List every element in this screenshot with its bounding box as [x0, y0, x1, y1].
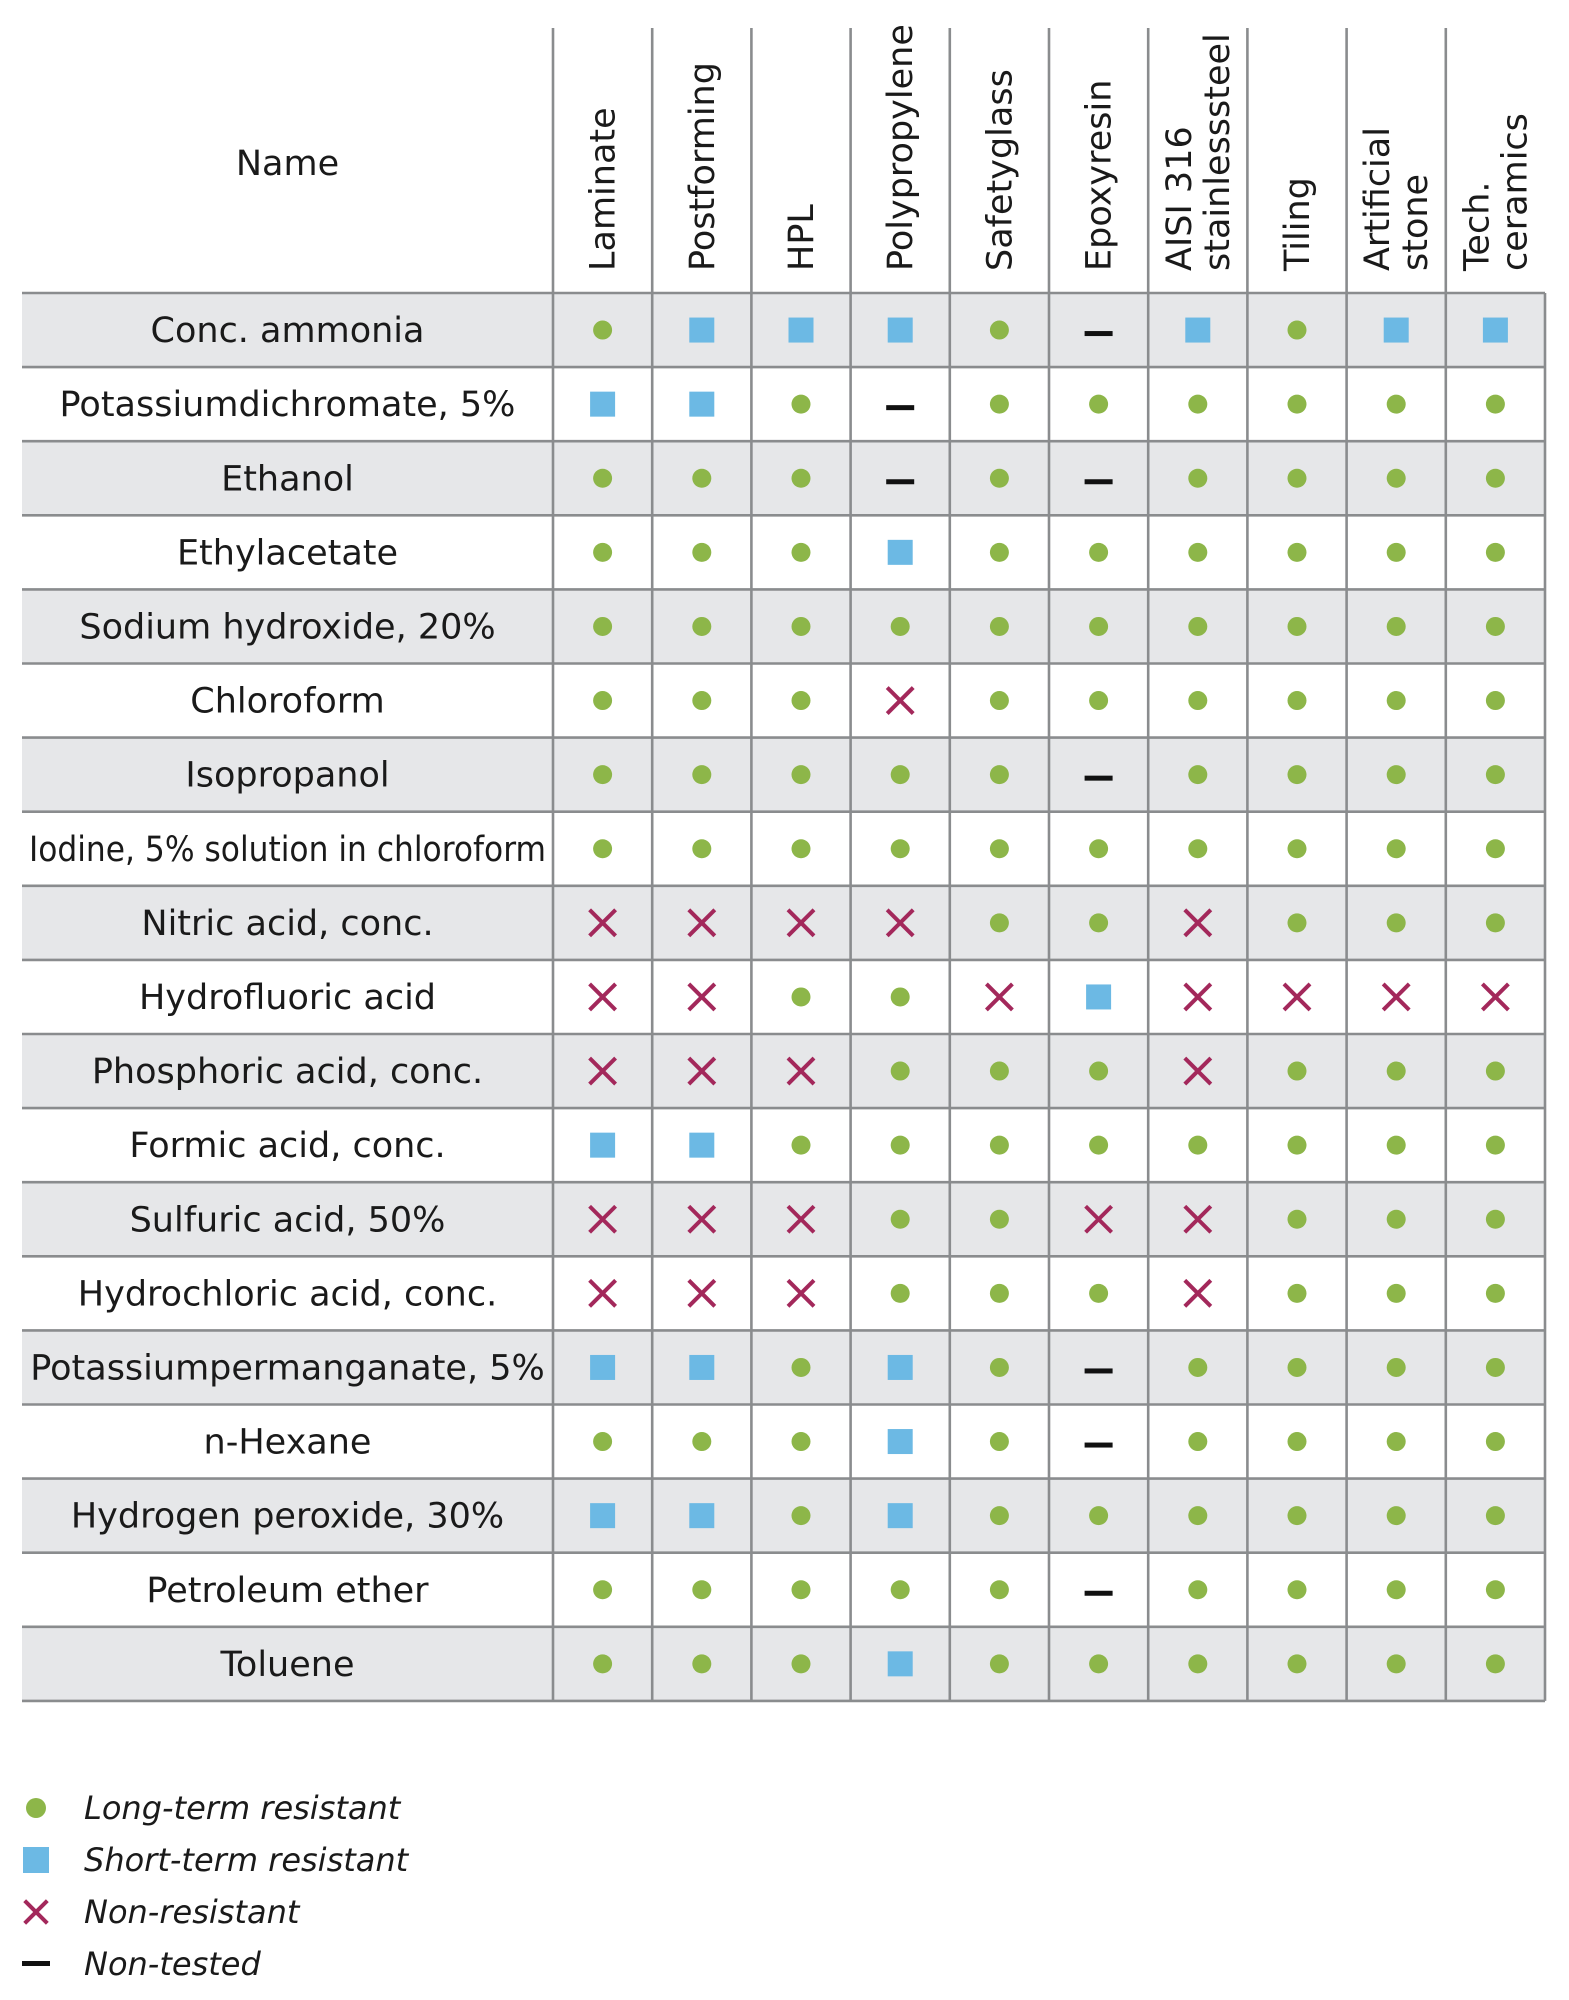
- long-term-mark: [1486, 469, 1505, 488]
- non-resistant-mark: [689, 1280, 715, 1306]
- long-term-mark: [1387, 1136, 1406, 1155]
- long-term-mark: [1288, 617, 1307, 636]
- long-term-mark: [1188, 691, 1207, 710]
- long-term-mark: [692, 1654, 711, 1673]
- long-term-mark: [1288, 1654, 1307, 1673]
- long-term-mark: [692, 839, 711, 858]
- long-term-mark: [1387, 1210, 1406, 1229]
- column-header-label: Tech.: [1457, 181, 1498, 271]
- column-header-label: Artificial: [1358, 127, 1399, 271]
- short-term-mark: [789, 318, 814, 343]
- long-term-mark: [1486, 395, 1505, 414]
- long-term-mark: [1188, 1432, 1207, 1451]
- row-name: Hydrogen peroxide, 30%: [70, 1496, 505, 1537]
- non-tested-mark: [886, 479, 914, 484]
- column-header-label: AISI 316: [1159, 126, 1200, 271]
- long-term-mark: [990, 1358, 1009, 1377]
- column-header-label: Laminate: [583, 107, 624, 271]
- long-term-mark: [593, 543, 612, 562]
- long-term-mark: [1387, 913, 1406, 932]
- non-tested-mark: [1085, 1443, 1113, 1448]
- row-name: Potassiumpermanganate, 5%: [30, 1348, 545, 1389]
- long-term-mark: [1288, 913, 1307, 932]
- long-term-mark: [792, 1654, 811, 1673]
- long-term-mark: [1387, 1358, 1406, 1377]
- long-term-mark: [1288, 691, 1307, 710]
- non-tested-mark: [1085, 1368, 1113, 1373]
- column-header-label: Safetyglass: [980, 69, 1021, 271]
- long-term-mark: [593, 1654, 612, 1673]
- short-term-mark: [888, 1503, 913, 1528]
- long-term-mark: [792, 1358, 811, 1377]
- long-term-mark: [1089, 395, 1108, 414]
- long-term-mark: [1486, 1432, 1505, 1451]
- long-term-mark: [1089, 1136, 1108, 1155]
- long-term-mark: [1486, 913, 1505, 932]
- non-tested-mark: [1085, 479, 1113, 484]
- row-name: Nitric acid, conc.: [141, 903, 434, 944]
- long-term-mark: [990, 1284, 1009, 1303]
- long-term-mark: [1288, 1284, 1307, 1303]
- long-term-mark: [1486, 1062, 1505, 1081]
- long-term-mark: [1288, 839, 1307, 858]
- non-tested-mark: [1085, 1591, 1113, 1596]
- long-term-mark: [792, 1136, 811, 1155]
- long-term-mark: [1387, 1062, 1406, 1081]
- non-resistant-mark: [788, 1280, 814, 1306]
- long-term-mark: [891, 1284, 910, 1303]
- short-term-mark: [689, 1133, 714, 1158]
- short-term-mark: [888, 1355, 913, 1380]
- long-term-mark: [1188, 1580, 1207, 1599]
- long-term-mark: [692, 691, 711, 710]
- non-resistant-mark: [689, 984, 715, 1010]
- long-term-mark: [1486, 1654, 1505, 1673]
- long-term-mark: [1387, 1432, 1406, 1451]
- long-term-mark: [990, 1580, 1009, 1599]
- long-term-mark: [891, 1580, 910, 1599]
- black-dash-icon: [22, 1950, 50, 1978]
- legend-label-non-resistant: Non-resistant: [84, 1893, 300, 1931]
- short-term-mark: [888, 318, 913, 343]
- long-term-mark: [990, 1506, 1009, 1525]
- long-term-mark: [1188, 395, 1207, 414]
- long-term-mark: [1089, 617, 1108, 636]
- long-term-mark: [1089, 543, 1108, 562]
- long-term-mark: [1089, 1062, 1108, 1081]
- non-resistant-mark: [1482, 984, 1508, 1010]
- long-term-mark: [1387, 1654, 1406, 1673]
- short-term-mark: [590, 1355, 615, 1380]
- row-name: Formic acid, conc.: [129, 1126, 446, 1167]
- long-term-mark: [990, 1136, 1009, 1155]
- long-term-mark: [593, 1432, 612, 1451]
- long-term-mark: [792, 543, 811, 562]
- column-header: [683, 62, 723, 271]
- long-term-mark: [990, 1210, 1009, 1229]
- long-term-mark: [1288, 395, 1307, 414]
- long-term-mark: [990, 691, 1009, 710]
- long-term-mark: [1387, 395, 1406, 414]
- row-name: Iodine, 5% solution in chloroform: [29, 829, 546, 870]
- long-term-mark: [593, 617, 612, 636]
- long-term-mark: [1089, 913, 1108, 932]
- row-name: Conc. ammonia: [150, 311, 425, 352]
- long-term-mark: [1486, 1210, 1505, 1229]
- legend-label-non-tested: Non-tested: [84, 1945, 261, 1983]
- column-header: [980, 69, 1020, 271]
- long-term-mark: [990, 1654, 1009, 1673]
- long-term-mark: [1387, 839, 1406, 858]
- long-term-mark: [891, 987, 910, 1006]
- long-term-mark: [792, 987, 811, 1006]
- column-header-label: Epoxyresin: [1079, 79, 1120, 271]
- non-resistant-mark: [1284, 984, 1310, 1010]
- long-term-mark: [891, 839, 910, 858]
- legend-item-short-term: [22, 1834, 408, 1886]
- long-term-mark: [1188, 1506, 1207, 1525]
- long-term-mark: [792, 1506, 811, 1525]
- short-term-mark: [590, 1133, 615, 1158]
- long-term-mark: [1288, 321, 1307, 340]
- long-term-mark: [593, 321, 612, 340]
- long-term-mark: [1486, 543, 1505, 562]
- long-term-mark: [792, 395, 811, 414]
- short-term-mark: [689, 1355, 714, 1380]
- long-term-mark: [1288, 469, 1307, 488]
- long-term-mark: [792, 765, 811, 784]
- column-header: [1160, 33, 1238, 271]
- long-term-mark: [891, 1062, 910, 1081]
- long-term-mark: [1288, 1432, 1307, 1451]
- long-term-mark: [692, 1580, 711, 1599]
- long-term-mark: [1089, 1284, 1108, 1303]
- long-term-mark: [593, 469, 612, 488]
- legend-item-long-term: [22, 1782, 408, 1834]
- long-term-mark: [792, 617, 811, 636]
- long-term-mark: [1486, 691, 1505, 710]
- long-term-mark: [792, 469, 811, 488]
- legend-item-non-resistant: [22, 1886, 408, 1938]
- row-name: Sulfuric acid, 50%: [129, 1200, 446, 1241]
- column-header: [584, 107, 624, 271]
- long-term-mark: [1089, 1506, 1108, 1525]
- long-term-mark: [1387, 1506, 1406, 1525]
- long-term-mark: [990, 913, 1009, 932]
- legend-item-non-tested: [22, 1938, 408, 1990]
- column-header-label: Postforming: [682, 62, 723, 271]
- short-term-mark: [689, 1503, 714, 1528]
- long-term-mark: [792, 691, 811, 710]
- column-header: [782, 204, 822, 271]
- long-term-mark: [1288, 1580, 1307, 1599]
- long-term-mark: [1387, 617, 1406, 636]
- non-tested-mark: [1085, 331, 1113, 336]
- long-term-mark: [1188, 1654, 1207, 1673]
- long-term-mark: [1387, 765, 1406, 784]
- long-term-mark: [990, 321, 1009, 340]
- long-term-mark: [1089, 839, 1108, 858]
- row-name: Potassiumdichromate, 5%: [59, 385, 516, 426]
- short-term-mark: [888, 1429, 913, 1454]
- long-term-mark: [1288, 765, 1307, 784]
- short-term-mark: [689, 392, 714, 417]
- column-header-label: Polypropylene: [881, 24, 922, 271]
- legend-label-long-term: Long-term resistant: [84, 1789, 401, 1827]
- row-name: Sodium hydroxide, 20%: [79, 607, 496, 648]
- short-term-mark: [888, 1651, 913, 1676]
- long-term-mark: [1188, 469, 1207, 488]
- green-dot-icon: [22, 1794, 50, 1822]
- non-tested-mark: [886, 405, 914, 410]
- long-term-mark: [1486, 1358, 1505, 1377]
- long-term-mark: [593, 765, 612, 784]
- column-header-label: HPL: [782, 204, 822, 271]
- legend-label-short-term: Short-term resistant: [84, 1841, 409, 1879]
- column-header: [1457, 113, 1535, 272]
- long-term-mark: [692, 765, 711, 784]
- long-term-mark: [692, 1432, 711, 1451]
- long-term-mark: [1387, 1284, 1406, 1303]
- long-term-mark: [1188, 543, 1207, 562]
- long-term-mark: [593, 1580, 612, 1599]
- long-term-mark: [1486, 1136, 1505, 1155]
- non-resistant-mark: [1185, 1280, 1211, 1306]
- short-term-mark: [590, 392, 615, 417]
- row-name: n-Hexane: [203, 1422, 372, 1463]
- long-term-mark: [1288, 1506, 1307, 1525]
- column-header: [1358, 127, 1436, 271]
- long-term-mark: [1387, 691, 1406, 710]
- column-header-label: ceramics: [1495, 113, 1536, 271]
- long-term-mark: [792, 1432, 811, 1451]
- long-term-mark: [1288, 543, 1307, 562]
- short-term-mark: [1185, 318, 1210, 343]
- short-term-mark: [1384, 318, 1409, 343]
- long-term-mark: [1089, 691, 1108, 710]
- long-term-mark: [1486, 765, 1505, 784]
- non-resistant-mark: [986, 984, 1012, 1010]
- long-term-mark: [1387, 1580, 1406, 1599]
- blue-square-icon: [22, 1846, 50, 1874]
- long-term-mark: [1288, 1210, 1307, 1229]
- row-name: Ethanol: [221, 459, 354, 500]
- long-term-mark: [692, 469, 711, 488]
- long-term-mark: [1486, 617, 1505, 636]
- long-term-mark: [792, 1580, 811, 1599]
- long-term-mark: [1486, 1506, 1505, 1525]
- row-name: Isopropanol: [185, 755, 390, 796]
- long-term-mark: [692, 543, 711, 562]
- non-resistant-mark: [1185, 984, 1211, 1010]
- row-name: Phosphoric acid, conc.: [91, 1052, 484, 1093]
- row-name: Hydrofluoric acid: [138, 977, 437, 1018]
- long-term-mark: [891, 1136, 910, 1155]
- long-term-mark: [1188, 1136, 1207, 1155]
- name-header: Name: [235, 144, 340, 184]
- long-term-mark: [891, 617, 910, 636]
- long-term-mark: [1288, 1062, 1307, 1081]
- row-name: Petroleum ether: [146, 1570, 429, 1611]
- long-term-mark: [1288, 1136, 1307, 1155]
- row-name: Toluene: [220, 1644, 355, 1685]
- non-resistant-mark: [1383, 984, 1409, 1010]
- long-term-mark: [1387, 469, 1406, 488]
- long-term-mark: [990, 469, 1009, 488]
- long-term-mark: [891, 1210, 910, 1229]
- legend: [22, 1782, 408, 1990]
- long-term-mark: [1288, 1358, 1307, 1377]
- row-name: Hydrochloric acid, conc.: [77, 1274, 498, 1315]
- long-term-mark: [1486, 1284, 1505, 1303]
- non-resistant-mark: [590, 1280, 616, 1306]
- column-header: [1278, 177, 1318, 272]
- long-term-mark: [990, 617, 1009, 636]
- long-term-mark: [891, 765, 910, 784]
- non-resistant-mark: [590, 984, 616, 1010]
- column-header-label: stone: [1396, 173, 1437, 271]
- column-header-label: stainlesssteel: [1197, 33, 1238, 271]
- row-name: Chloroform: [190, 681, 385, 722]
- long-term-mark: [692, 617, 711, 636]
- long-term-mark: [990, 839, 1009, 858]
- column-header: [1080, 80, 1120, 271]
- column-header: [881, 24, 921, 271]
- long-term-mark: [990, 1062, 1009, 1081]
- long-term-mark: [1188, 765, 1207, 784]
- long-term-mark: [990, 765, 1009, 784]
- red-cross-icon: [22, 1898, 50, 1926]
- short-term-mark: [689, 318, 714, 343]
- short-term-mark: [590, 1503, 615, 1528]
- long-term-mark: [990, 543, 1009, 562]
- long-term-mark: [990, 395, 1009, 414]
- long-term-mark: [593, 691, 612, 710]
- long-term-mark: [792, 839, 811, 858]
- short-term-mark: [1483, 318, 1508, 343]
- long-term-mark: [1188, 839, 1207, 858]
- long-term-mark: [1387, 543, 1406, 562]
- long-term-mark: [1089, 1654, 1108, 1673]
- long-term-mark: [1486, 1580, 1505, 1599]
- non-resistant-mark: [887, 688, 913, 714]
- long-term-mark: [1486, 839, 1505, 858]
- long-term-mark: [593, 839, 612, 858]
- column-header-label: Tiling: [1278, 177, 1318, 271]
- long-term-mark: [1188, 1358, 1207, 1377]
- non-tested-mark: [1085, 776, 1113, 781]
- row-name: Ethylacetate: [176, 533, 399, 574]
- short-term-mark: [888, 540, 913, 565]
- long-term-mark: [990, 1432, 1009, 1451]
- short-term-mark: [1086, 984, 1111, 1009]
- long-term-mark: [1188, 617, 1207, 636]
